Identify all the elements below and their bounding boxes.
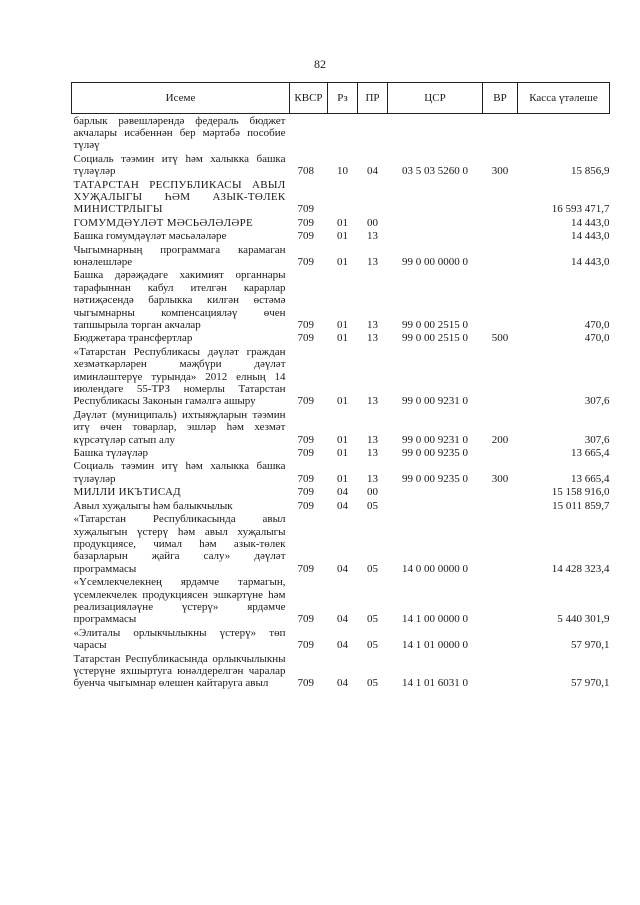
table-row <box>72 626 610 652</box>
cell-name: «Татарстан Республикасында авыл хуҗалыгын үстерү һәм авыл хуҗалыгы продукциясе, чимал һәм азык-төлек базарларын җайга салу» дәүләт программасы <box>73 513 286 575</box>
cell-rz: 01 <box>337 216 348 229</box>
cell-kvsr: 709 <box>297 613 314 626</box>
header-kvsr: КВСР <box>290 83 328 114</box>
table-row <box>72 243 610 269</box>
table-row <box>72 269 610 332</box>
cell-pr: 05 <box>367 639 378 652</box>
cell-vr <box>483 576 518 627</box>
cell-csr: 03 5 03 5260 0 <box>402 165 468 178</box>
cell-name: Башка түләүләр <box>73 447 149 460</box>
cell-kvsr: 708 <box>297 165 314 178</box>
cell-csr <box>388 230 483 243</box>
cell-pr: 05 <box>367 613 378 626</box>
cell-csr: 14 1 01 0000 0 <box>402 639 468 652</box>
cell-kassa: 470,0 <box>584 319 610 331</box>
cell-name: ТАТАРСТАН РЕСПУБЛИКАСЫ АВЫЛ ХУҖАЛЫГЫ ҺӘМ АЗЫК-ТӨЛЕК МИНИСТРЛЫГЫ <box>73 178 286 216</box>
table-row <box>72 230 610 243</box>
cell-pr: 04 <box>367 165 378 178</box>
cell-name: Татарстан Республикасында орлыкчылыкны үстерүне яхшыртуга юнәлдерелгән чаралар буенча чыгымнар өлешен кайтаруга авыл <box>73 652 286 690</box>
cell-vr <box>483 269 518 332</box>
cell-csr: 14 1 01 6031 0 <box>402 677 468 690</box>
cell-csr: 14 0 00 0000 0 <box>402 562 468 575</box>
cell-csr: 99 0 00 9235 0 <box>402 472 468 485</box>
cell-name: «Элиталы орлыкчылыкны үстерү» төп чарасы <box>73 626 286 652</box>
cell-kvsr: 709 <box>297 395 314 408</box>
table-row <box>72 216 610 229</box>
budget-table <box>71 82 610 690</box>
cell-name: Социаль тәэмин итү һәм халыкка башка түләүләр <box>73 152 286 178</box>
table-row <box>72 345 610 408</box>
table-row <box>72 332 610 345</box>
cell-kassa: 15 856,9 <box>571 165 610 178</box>
cell-rz: 04 <box>337 486 348 499</box>
cell-rz: 01 <box>337 395 348 408</box>
cell-kvsr: 709 <box>297 472 314 485</box>
cell-csr <box>388 486 483 499</box>
cell-vr <box>483 652 518 690</box>
cell-rz: 10 <box>337 165 348 178</box>
cell-vr <box>483 178 518 216</box>
cell-rz: 01 <box>337 319 348 331</box>
table-body <box>72 114 610 691</box>
cell-vr: 300 <box>491 165 509 178</box>
cell-name: Дәүләт (муниципаль) ихтыяҗларын тәэмин итү өчен товарлар, эшләр һәм хезмәт күрсәтүләр сатып алу <box>73 408 286 446</box>
cell-pr: 05 <box>367 677 378 690</box>
cell-vr <box>483 230 518 243</box>
cell-kassa: 470,0 <box>584 332 610 345</box>
cell-kvsr <box>290 114 328 153</box>
cell-csr <box>388 114 483 153</box>
cell-kvsr: 709 <box>297 639 314 652</box>
table-row <box>72 486 610 499</box>
cell-kvsr: 709 <box>297 319 314 331</box>
cell-csr: 99 0 00 2515 0 <box>402 319 468 331</box>
cell-vr <box>483 114 518 153</box>
cell-csr: 99 0 00 0000 0 <box>402 255 468 268</box>
header-name: Исеме <box>72 83 290 114</box>
cell-pr: 13 <box>367 395 378 408</box>
cell-kassa: 307,6 <box>584 395 610 408</box>
cell-rz: 01 <box>337 255 348 268</box>
cell-kvsr: 709 <box>297 677 314 690</box>
cell-pr: 00 <box>367 486 378 499</box>
cell-csr: 99 0 00 9231 0 <box>402 395 468 408</box>
cell-csr: 99 0 00 2515 0 <box>402 332 468 345</box>
cell-pr: 00 <box>367 216 378 229</box>
cell-kvsr: 709 <box>297 203 314 216</box>
cell-kassa: 14 428 323,4 <box>551 562 610 575</box>
table-row <box>72 178 610 216</box>
cell-vr <box>483 499 518 512</box>
cell-csr: 99 0 00 9235 0 <box>402 447 468 460</box>
cell-name: «Үсемлекчелекнең ярдәмче тармагын, үсемлекчелек продукциясен эшкәртүне һәм реализацияләүне үстерү» ярдәмче программасы <box>73 576 286 626</box>
table-row <box>72 499 610 512</box>
cell-pr: 13 <box>367 433 378 446</box>
cell-kassa: 13 665,4 <box>571 472 610 485</box>
cell-vr <box>483 513 518 576</box>
cell-rz: 01 <box>337 433 348 446</box>
table-row <box>72 447 610 460</box>
cell-rz <box>328 114 358 153</box>
cell-pr <box>358 178 388 216</box>
cell-vr <box>483 345 518 408</box>
header-pr: ПР <box>358 83 388 114</box>
cell-vr: 300 <box>491 472 509 485</box>
cell-kassa: 307,6 <box>584 433 610 446</box>
cell-kvsr: 709 <box>297 499 314 512</box>
cell-kassa: 13 665,4 <box>571 447 610 460</box>
cell-pr: 13 <box>367 230 378 243</box>
cell-kvsr: 709 <box>297 230 314 243</box>
cell-csr: 14 1 00 0000 0 <box>402 613 468 626</box>
table-header <box>72 83 610 114</box>
header-csr: ЦСР <box>388 83 483 114</box>
cell-kassa: 15 011 859,7 <box>552 499 610 512</box>
cell-kassa: 14 443,0 <box>571 216 610 229</box>
budget-sheet <box>71 82 609 690</box>
cell-name: «Татарстан Республикасы дәүләт граждан хезмәткәрләрен мәҗбүри дәүләт иминләштерүе турында» 2012 елның 14 июлендәге 55-ТРЗ номерлы Татарстан Республикасы Законын гамәлгә ашыру <box>73 345 286 408</box>
cell-kvsr: 709 <box>297 433 314 446</box>
cell-kassa <box>518 114 610 153</box>
cell-vr: 500 <box>491 332 509 345</box>
cell-name: МИЛЛИ ИКЪТИСАД <box>73 486 181 499</box>
cell-kvsr: 709 <box>297 562 314 575</box>
cell-vr <box>483 243 518 269</box>
cell-kassa: 14 443,0 <box>571 230 610 243</box>
cell-rz: 04 <box>337 613 348 626</box>
cell-rz: 01 <box>337 230 348 243</box>
cell-name: Авыл хуҗалыгы һәм балыкчылык <box>73 499 233 512</box>
cell-name: Башка гомумдәүләт мәсьәләләре <box>73 230 227 243</box>
cell-rz: 01 <box>337 447 348 460</box>
cell-kassa: 16 593 471,7 <box>551 203 610 216</box>
cell-kvsr: 709 <box>297 332 314 345</box>
cell-rz: 01 <box>337 472 348 485</box>
cell-kvsr: 709 <box>297 486 314 499</box>
table-row <box>72 152 610 178</box>
cell-vr <box>483 216 518 229</box>
cell-rz: 04 <box>337 639 348 652</box>
table-row <box>72 460 610 486</box>
cell-rz: 01 <box>337 332 348 345</box>
cell-vr <box>483 626 518 652</box>
cell-pr: 13 <box>367 319 378 331</box>
cell-kassa: 15 158 916,0 <box>551 486 610 499</box>
cell-kvsr: 709 <box>297 447 314 460</box>
table-row <box>72 652 610 690</box>
cell-pr <box>358 114 388 153</box>
cell-kassa: 5 440 301,9 <box>557 613 610 626</box>
cell-kassa: 57 970,1 <box>571 639 610 652</box>
header-vr: ВР <box>483 83 518 114</box>
cell-csr <box>388 499 483 512</box>
table-row <box>72 513 610 576</box>
cell-csr: 99 0 00 9231 0 <box>402 433 468 446</box>
cell-vr <box>483 486 518 499</box>
cell-name: ГОМУМДӘҮЛӘТ МӘСЬӘЛӘЛӘРЕ <box>73 216 254 229</box>
cell-pr: 05 <box>367 499 378 512</box>
header-rz: Рз <box>328 83 358 114</box>
cell-name: Бюджетара трансфертлар <box>73 332 193 345</box>
cell-kvsr: 709 <box>297 255 314 268</box>
cell-vr: 200 <box>491 433 509 446</box>
cell-name: Социаль тәэмин итү һәм халыкка башка түләүләр <box>73 460 286 485</box>
cell-kassa: 57 970,1 <box>571 677 610 690</box>
cell-pr: 13 <box>367 255 378 268</box>
cell-name: Чыгымнарның программага карамаган юнәлешләре <box>73 243 286 268</box>
cell-pr: 13 <box>367 332 378 345</box>
cell-csr <box>388 216 483 229</box>
cell-kassa: 14 443,0 <box>571 255 610 268</box>
cell-pr: 13 <box>367 472 378 485</box>
cell-rz: 04 <box>337 677 348 690</box>
header-kassa: Касса үтәлеше <box>518 83 610 114</box>
cell-rz: 04 <box>337 562 348 575</box>
cell-pr: 05 <box>367 562 378 575</box>
table-row <box>72 114 610 153</box>
table-row <box>72 408 610 446</box>
cell-csr <box>388 178 483 216</box>
table-row <box>72 576 610 627</box>
page-number: 82 <box>314 57 326 71</box>
cell-pr: 13 <box>367 447 378 460</box>
cell-rz <box>328 178 358 216</box>
cell-rz: 04 <box>337 499 348 512</box>
cell-kvsr: 709 <box>297 216 314 229</box>
cell-name: барлык рәвешләрендә федераль бюджет акчалары исәбеннән бер мәртәбә пособие түләү <box>73 114 286 152</box>
cell-name: Башка дәрәҗәдәге хакимият органнары тарафыннан кабул ителгән карарлар нәтиҗәсендә барлыкка килгән өстәмә чыгымнарны компенсацияләү өчен тапшырыла торган акчалар <box>73 269 286 331</box>
cell-vr <box>483 447 518 460</box>
